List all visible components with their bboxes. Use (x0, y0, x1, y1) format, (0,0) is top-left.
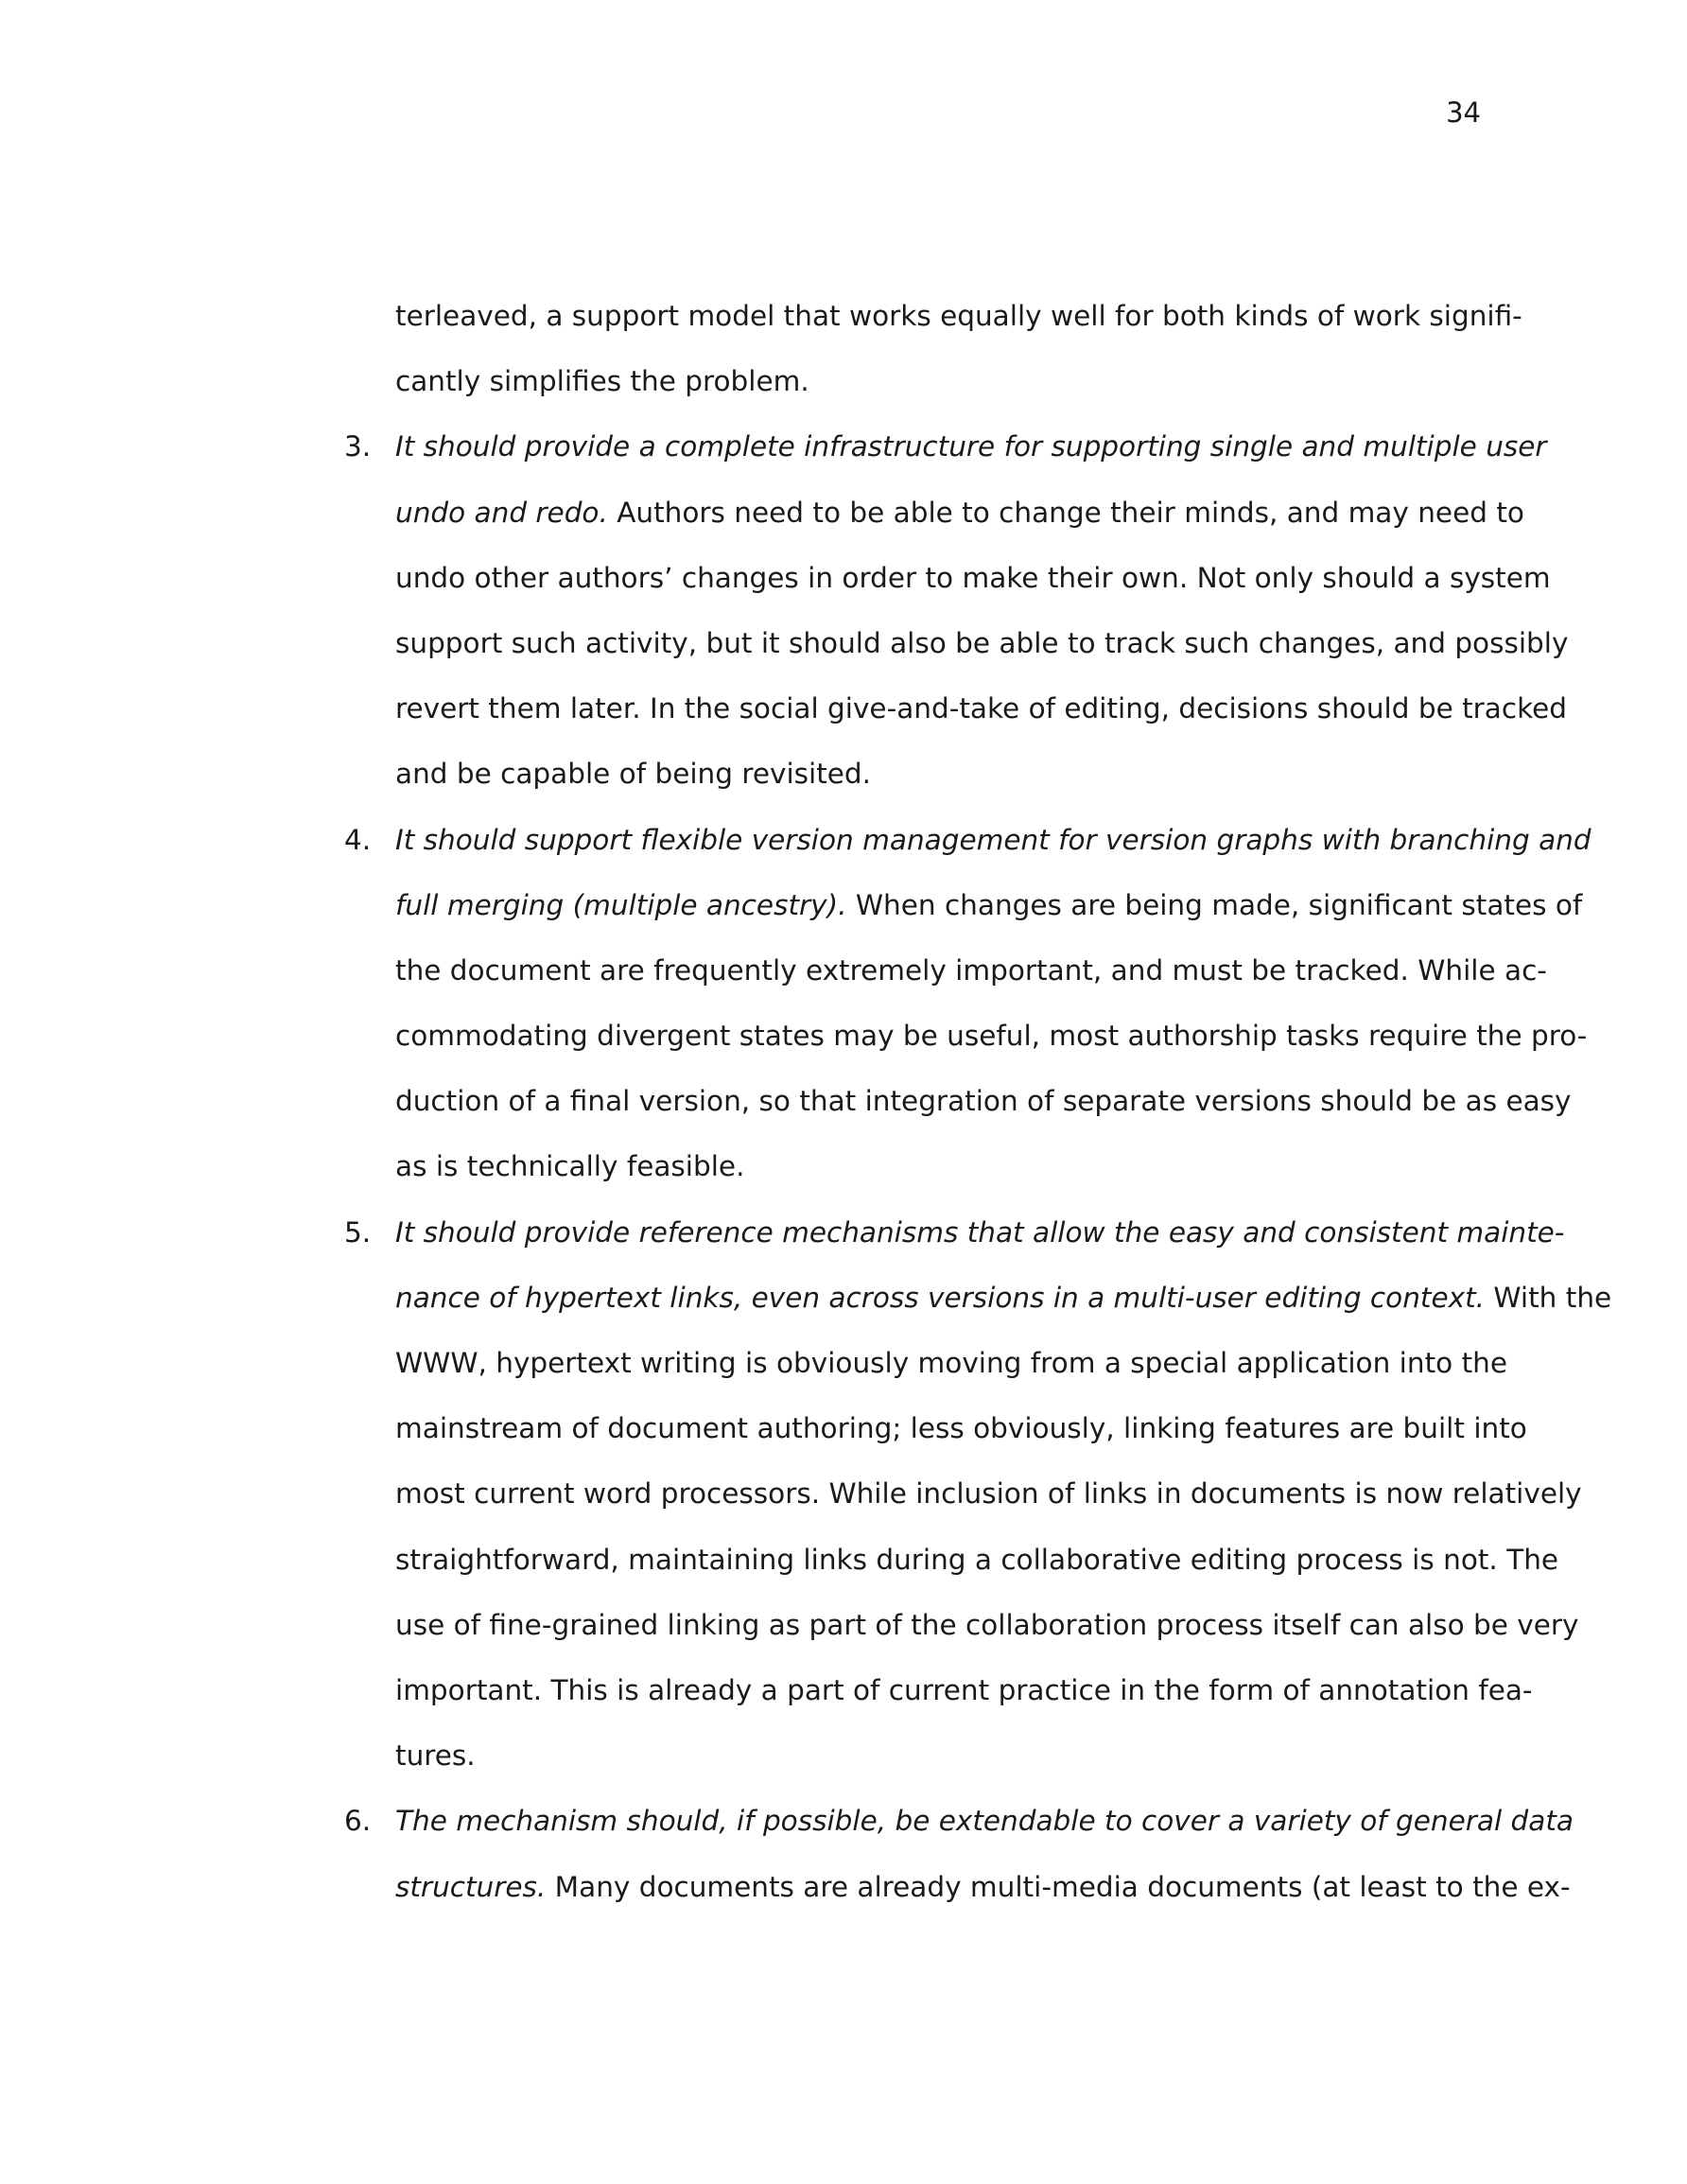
text-line: support such activity, but it should also be able to track such changes, and possibly (395, 626, 1569, 659)
italic-heading: The mechanism should, if possible, be extendable to cover a variety of general data (395, 1805, 1574, 1838)
italic-heading: It should support flexible version management for version graphs with branching and (395, 823, 1591, 856)
text-line: cantly simplifies the problem. (395, 365, 809, 398)
list-item-number: 4. (344, 823, 372, 856)
text-line (395, 1789, 1574, 1854)
text-line: full merging (multiple ancestry). When changes are being made, significant states of (395, 888, 1583, 921)
italic-heading: nance of hypertext links, even across versions in a multi-user editing context. (395, 1281, 1486, 1314)
text-line: and be capable of being revisited. (395, 758, 872, 791)
text-line: commodating divergent states may be useful, most authorship tasks require the pro- (395, 1020, 1588, 1053)
text-line: terleaved, a support model that works equally well for both kinds of work signifi- (395, 300, 1522, 332)
list-item-6 (344, 1789, 1574, 1919)
list-item-number: 3. (344, 430, 372, 463)
text-line (395, 808, 1591, 873)
text-line: important. This is already a part of current practice in the form of annotation fea- (395, 1673, 1533, 1706)
list-item-4 (344, 808, 1591, 1200)
text-line (395, 1200, 1565, 1266)
text-line (395, 414, 1547, 480)
text-line: undo and redo. Authors need to be able to change their minds, and may need to (395, 496, 1524, 529)
italic-heading: It should provide reference mechanisms that allow the easy and consistent mainte- (395, 1215, 1565, 1249)
list-item-5 (344, 1200, 1612, 1790)
text-line: nance of hypertext links, even across versions in a multi-user editing context. With the (395, 1281, 1612, 1314)
italic-heading: undo and redo. (395, 496, 608, 529)
text-line: the document are frequently extremely important, and must be tracked. While ac- (395, 953, 1547, 987)
page-number: 34 (1446, 96, 1481, 129)
text-line: WWW, hypertext writing is obviously moving from a special application into the (395, 1347, 1507, 1379)
text-line: undo other authors’ changes in order to make their own. Not only should a system (395, 561, 1551, 594)
body-text (344, 284, 1612, 1920)
text-line: revert them later. In the social give-and-take of editing, decisions should be tracked (395, 692, 1567, 725)
text-line: duction of a final version, so that integration of separate versions should be as easy (395, 1085, 1572, 1118)
italic-heading: full merging (multiple ancestry). (395, 888, 847, 921)
italic-heading: structures. (395, 1870, 547, 1903)
list-item-number: 6. (344, 1805, 372, 1838)
text-line: structures. Many documents are already multi-media documents (at least to the ex- (395, 1870, 1571, 1903)
list-item-3 (344, 414, 1569, 807)
text-line: use of fine-grained linking as part of the collaboration process itself can also be very (395, 1608, 1579, 1641)
text-line: as is technically feasible. (395, 1150, 745, 1183)
text-line: mainstream of document authoring; less obviously, linking features are built into (395, 1412, 1527, 1445)
italic-heading: It should provide a complete infrastructure for supporting single and multiple user (395, 430, 1547, 463)
list-item-number: 5. (344, 1215, 372, 1249)
text-line: tures. (395, 1739, 476, 1773)
text-line: straightforward, maintaining links during a collaborative editing process is not. The (395, 1543, 1559, 1576)
text-line: most current word processors. While inclusion of links in documents is now relatively (395, 1477, 1582, 1511)
